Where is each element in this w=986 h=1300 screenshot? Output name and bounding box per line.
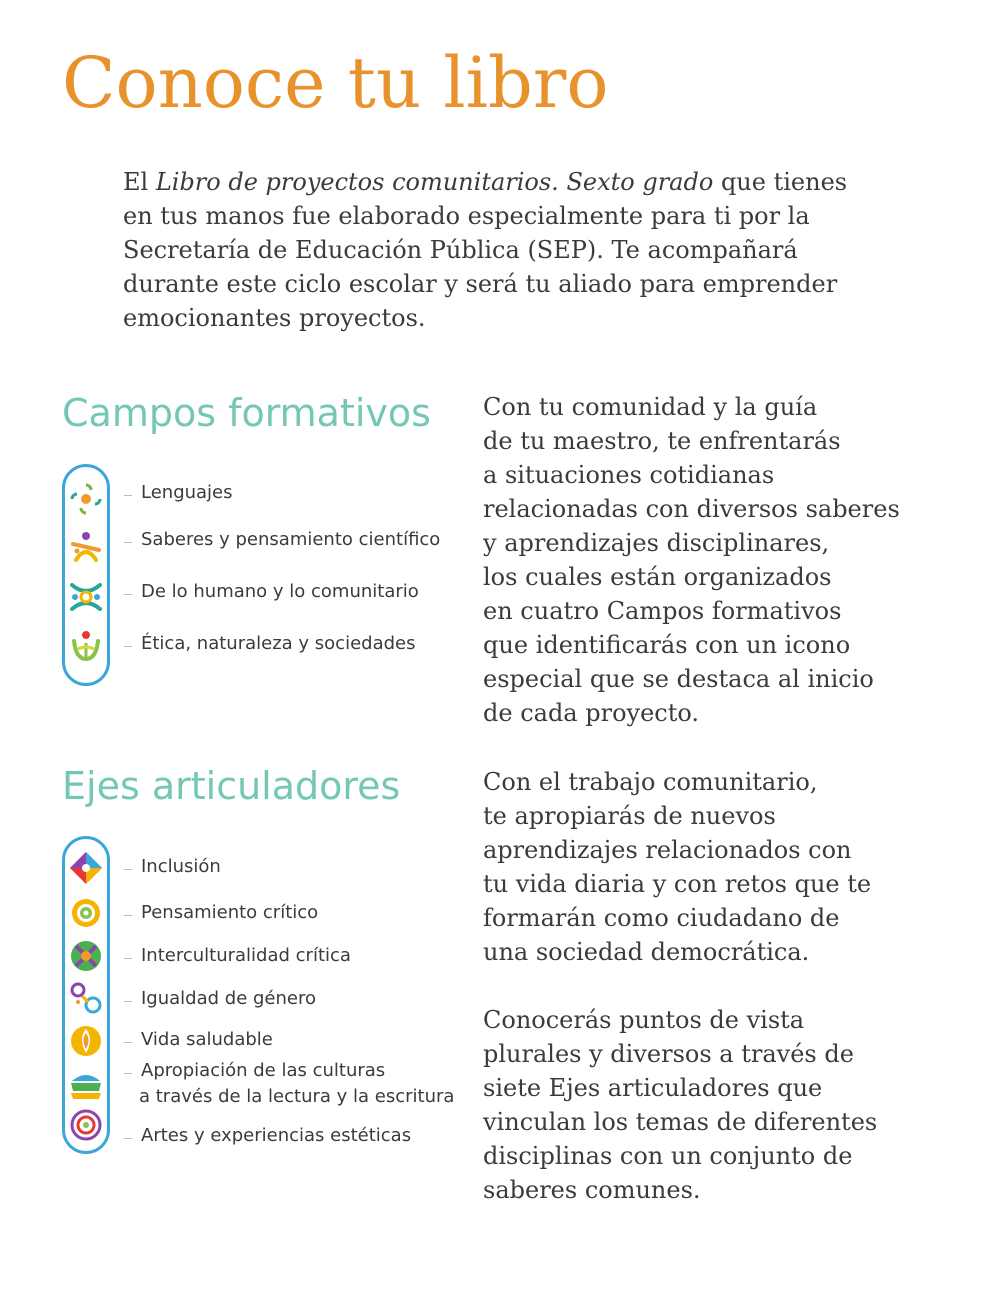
list-item: Vida saludable [124,1027,273,1053]
ejes-description-2 [483,1003,923,1207]
lectura-escritura-icon [68,1067,104,1103]
list-item: De lo humano y lo comunitario [124,579,419,605]
saberes-icon [68,530,104,566]
list-item: Inclusión [124,854,221,880]
interculturalidad-icon [68,938,104,974]
text-line: aprendizajes relacionados con [483,836,852,864]
igualdad-genero-icon [68,980,104,1016]
text-line: formarán como ciudadano de [483,904,840,932]
intro-paragraph [123,165,883,335]
text-line: especial que se destaca al inicio [483,665,874,693]
text-line: que identificarás con un icono [483,631,851,659]
ejes-description-1 [483,765,923,969]
text-line: te apropiarás de nuevos [483,802,776,830]
list-item: Igualdad de género [124,986,316,1012]
intro-line: durante este ciclo escolar y será tu aliado para emprender [123,270,838,298]
text-line: plurales y diversos a través de [483,1040,854,1068]
text-line: a situaciones cotidianas [483,461,775,489]
list-item: Apropiación de las culturas a través de la lectura y la escritura [124,1058,454,1110]
list-item: Artes y experiencias estéticas [124,1123,411,1149]
intro-line: Secretaría de Educación Pública (SEP). Te acompañará [123,236,798,264]
text-line: vinculan los temas de diferentes [483,1108,878,1136]
intro-line: El Libro de proyectos comunitarios. Sexto grado que tienes [123,168,848,196]
inclusion-icon [68,850,104,886]
list-item: Saberes y pensamiento científico [124,527,440,553]
text-line: en cuatro Campos formativos [483,597,842,625]
text-line: siete Ejes articuladores que [483,1074,823,1102]
text-line: tu vida diaria y con retos que te [483,870,872,898]
text-line: de tu maestro, te enfrentarás [483,427,841,455]
intro-line: en tus manos fue elaborado especialmente para ti por la [123,202,810,230]
campos-description [483,390,923,730]
intro-line: emocionantes proyectos. [123,304,426,332]
text-line: los cuales están organizados [483,563,832,591]
text-line: Conocerás puntos de vista [483,1006,805,1034]
campos-icon-strip [62,464,110,686]
vida-saludable-icon [68,1023,104,1059]
text-line: una sociedad democrática. [483,938,810,966]
list-item: Interculturalidad crítica [124,943,351,969]
humano-comunitario-icon [68,579,104,615]
text-line: de cada proyecto. [483,699,700,727]
text-line: disciplinas con un conjunto de [483,1142,853,1170]
etica-naturaleza-icon [68,629,104,665]
list-item: Ética, naturaleza y sociedades [124,631,415,657]
text-line: Con el trabajo comunitario, [483,768,818,796]
artes-icon [68,1107,104,1143]
campos-formativos-heading: Campos formativos [62,391,431,435]
ejes-articuladores-heading: Ejes articuladores [62,764,401,808]
text-line: saberes comunes. [483,1176,701,1204]
book-title: Libro de proyectos comunitarios. Sexto grado [155,168,714,196]
text-line: relacionadas con diversos saberes [483,495,900,523]
lenguajes-icon [68,481,104,517]
text-line: y aprendizajes disciplinares, [483,529,830,557]
pensamiento-critico-icon [68,895,104,931]
text-line: Con tu comunidad y la guía [483,393,818,421]
list-item: Pensamiento crítico [124,900,318,926]
ejes-icon-strip [62,836,110,1154]
page-title: Conoce tu libro [62,42,609,124]
list-item: Lenguajes [124,480,233,506]
